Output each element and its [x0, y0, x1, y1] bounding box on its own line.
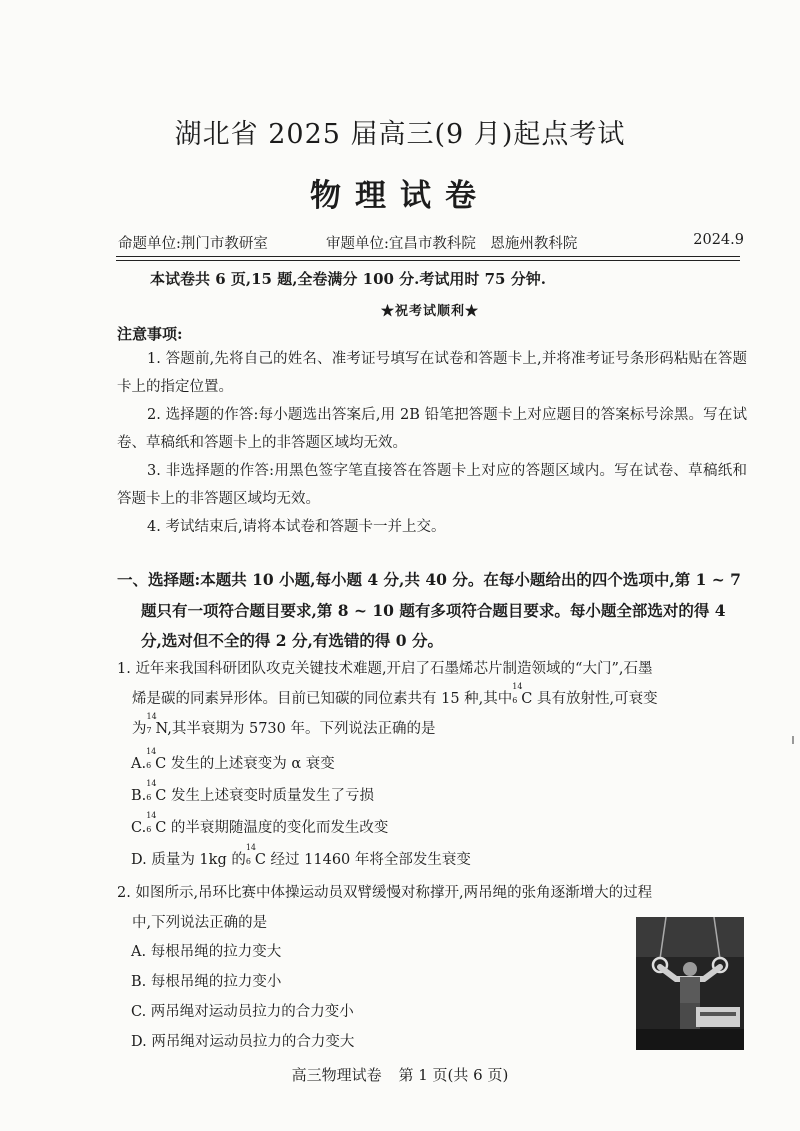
notice-title: 注意事项:	[117, 325, 183, 343]
proposer-label: 命题单位:荆门市教研室	[118, 236, 268, 252]
footer-exam-name: 高三物理试卷	[291, 1066, 382, 1084]
q1-option-c: C. 14 6 C 的半衰期随温度的变化而发生改变	[131, 811, 389, 836]
section-line-3: 分,选对但不全的得 2 分,有选错的得 0 分。	[141, 631, 443, 650]
notice-item-3: 3. 非选择题的作答:用黑色签字笔直接答在答题卡上对应的答题区域内。写在试卷、草稿纸和答题卡上的非答题区域均无效。	[117, 463, 747, 507]
exam-title: 湖北省 2025 届高三(9 月)起点考试	[174, 119, 626, 150]
good-luck-banner: ★祝考试顺利★	[380, 304, 479, 319]
q2-option-b: B. 每根吊绳的拉力变小	[131, 974, 282, 990]
gymnast-rings-photo	[636, 917, 744, 1050]
notice-item-1: 1. 答题前,先将自己的姓名、准考证号填写在试卷和答题卡上,并将准考证号条形码粘贴在答题卡上的指定位置。	[117, 351, 747, 395]
section-line-2: 题只有一项符合题目要求,第 8 ~ 10 题有多项符合题目要求。每小题全部选对的得 4	[141, 600, 726, 620]
exam-meta	[118, 232, 744, 252]
exam-intro: 本试卷共 6 页,15 题,全卷满分 100 分.考试用时 75 分钟.	[150, 270, 546, 288]
header-rule-top	[116, 256, 740, 257]
q1-option-b: B. 14 6 C 发生上述衰变时质量发生了亏损	[131, 779, 374, 804]
page-footer	[0, 1064, 800, 1085]
q2-option-d: D. 两吊绳对运动员拉力的合力变大	[131, 1034, 355, 1050]
q1-option-a: A. 14 6 C 发生的上述衰变为 α 衰变	[131, 747, 335, 772]
notice-item-4: 4. 考试结束后,请将本试卷和答题卡一并上交。	[147, 519, 446, 535]
section-heading	[117, 565, 757, 657]
reviewer-label: 审题单位:宜昌市教科院 恩施州教科院	[326, 236, 578, 252]
q1-option-d: D. 质量为 1kg 的 14 6 C 经过 11460 年将全部发生衰变	[131, 843, 471, 868]
nitrogen-14-symbol: 14 7	[146, 712, 157, 735]
section-line-1: 一、选择题:本题共 10 小题,每小题 4 分,共 40 分。在每小题给出的四个选项中,第 1 ~ 7	[117, 570, 741, 589]
q2-line-2: 中,下列说法正确的是	[132, 915, 268, 931]
q2-option-c: C. 两吊绳对运动员拉力的合力变小	[131, 1004, 354, 1020]
exam-subtitle: 物理试卷	[310, 178, 490, 214]
exam-date: 2024.9	[693, 232, 744, 248]
header-rule-bottom	[116, 260, 740, 261]
q1-line-3: 为 14 7 N,其半衰期为 5730 年。下列说法正确的是	[132, 712, 436, 737]
q2-option-a: A. 每根吊绳的拉力变大	[131, 944, 282, 960]
question-1	[117, 654, 757, 744]
notice-item-2: 2. 选择题的作答:每小题选出答案后,用 2B 铅笔把答题卡上对应题目的答案标号涂黑。写在试卷、草稿纸和答题卡上的非答题区域均无效。	[117, 407, 747, 451]
footer-page-number: 第 1 页(共 6 页)	[398, 1066, 509, 1084]
carbon-14-symbol: 14 6	[512, 682, 523, 705]
scan-artifact	[792, 736, 794, 744]
q1-line-1: 1. 近年来我国科研团队攻克关键技术难题,开启了石墨烯芯片制造领域的“大门”,石墨	[117, 661, 653, 677]
q1-line-2: 烯是碳的同素异形体。目前已知碳的同位素共有 15 种,其中 14 6 C 具有放射性,可衰变	[132, 682, 658, 707]
q2-line-1: 2. 如图所示,吊环比赛中体操运动员双臂缓慢对称撑开,两吊绳的张角逐渐增大的过程	[117, 885, 653, 901]
